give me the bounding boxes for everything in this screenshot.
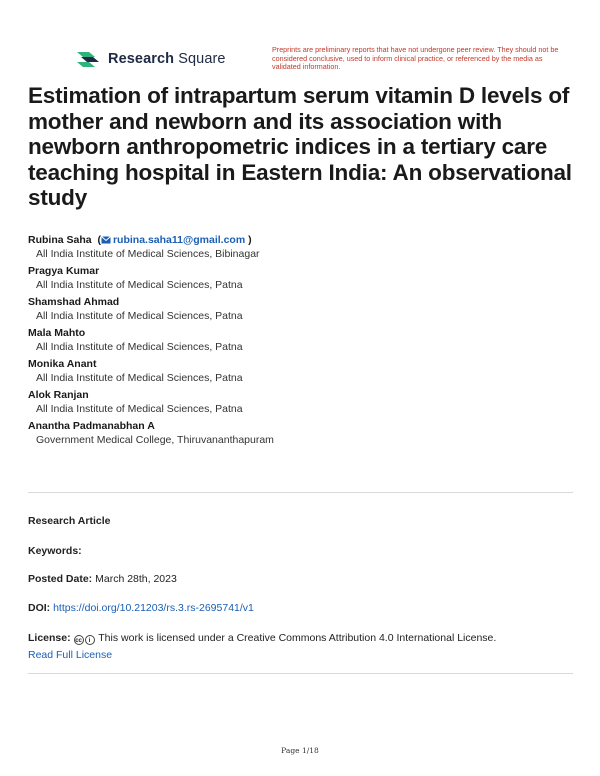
author-affiliation: Government Medical College, Thiruvananthapuram [36, 434, 274, 446]
author-list [28, 233, 580, 450]
author-affiliation: All India Institute of Medical Sciences, Bibinagar [36, 248, 260, 260]
posted-date: Posted Date: March 28th, 2023 [28, 573, 177, 585]
keywords: Keywords: [28, 545, 82, 557]
author-name: Rubina Saha [28, 234, 92, 246]
author-item [28, 295, 580, 323]
author-name: Alok Ranjan [28, 389, 89, 401]
read-full-license[interactable]: Read Full License [28, 649, 113, 661]
author-item [28, 388, 580, 416]
author-affiliation: All India Institute of Medical Sciences, Patna [36, 279, 243, 291]
doi-link[interactable]: https://doi.org/10.21203/rs.3.rs-2695741/v1 [53, 602, 254, 614]
author-email-link[interactable]: rubina.saha11@gmail.com [101, 234, 245, 246]
author-name: Pragya Kumar [28, 265, 100, 277]
author-name: Mala Mahto [28, 327, 86, 339]
page-number: Page 1/18 [281, 746, 319, 755]
author-affiliation: All India Institute of Medical Sciences, Patna [36, 403, 243, 415]
author-name: Shamshad Ahmad [28, 296, 120, 308]
author-item [28, 326, 580, 354]
divider [28, 673, 573, 674]
preprint-disclaimer: Preprints are preliminary reports that have not undergone peer review. They should not be considered conclusive, used to inform clinical practice, or referenced by the media as validated information. [272, 45, 559, 71]
doi: DOI: https://doi.org/10.21203/rs.3.rs-2695741/v1 [28, 602, 254, 614]
author-item: Rubina Saha ( rubina.saha11@gmail.com ) All India Institute of Medical Sciences, Bibinagar [28, 233, 580, 261]
license: License: cc i This work is licensed under a Creative Commons Attribution 4.0 International License. [28, 632, 497, 644]
author-affiliation: All India Institute of Medical Sciences, Patna [36, 341, 243, 353]
paper-title: Estimation of intrapartum serum vitamin D levels of mother and newborn and its association with newborn anthropometric indices in a tertiary care teaching hospital in Eastern India: An observational study [28, 83, 572, 210]
envelope-icon [101, 236, 111, 244]
divider [28, 492, 573, 493]
author-item [28, 264, 580, 292]
author-affiliation: All India Institute of Medical Sciences, Patna [36, 310, 243, 322]
author-name: Monika Anant [28, 358, 97, 370]
author-item [28, 419, 580, 447]
logo-text: Research Square [108, 51, 226, 67]
author-name: Anantha Padmanabhan A [28, 420, 155, 432]
author-item [28, 357, 580, 385]
article-type: Research Article [28, 515, 111, 527]
author-affiliation: All India Institute of Medical Sciences, Patna [36, 372, 243, 384]
cc-icon: cc [74, 635, 84, 645]
attribution-icon: i [85, 635, 95, 645]
research-square-logo-icon [75, 49, 101, 69]
research-square-logo[interactable] [75, 49, 226, 69]
